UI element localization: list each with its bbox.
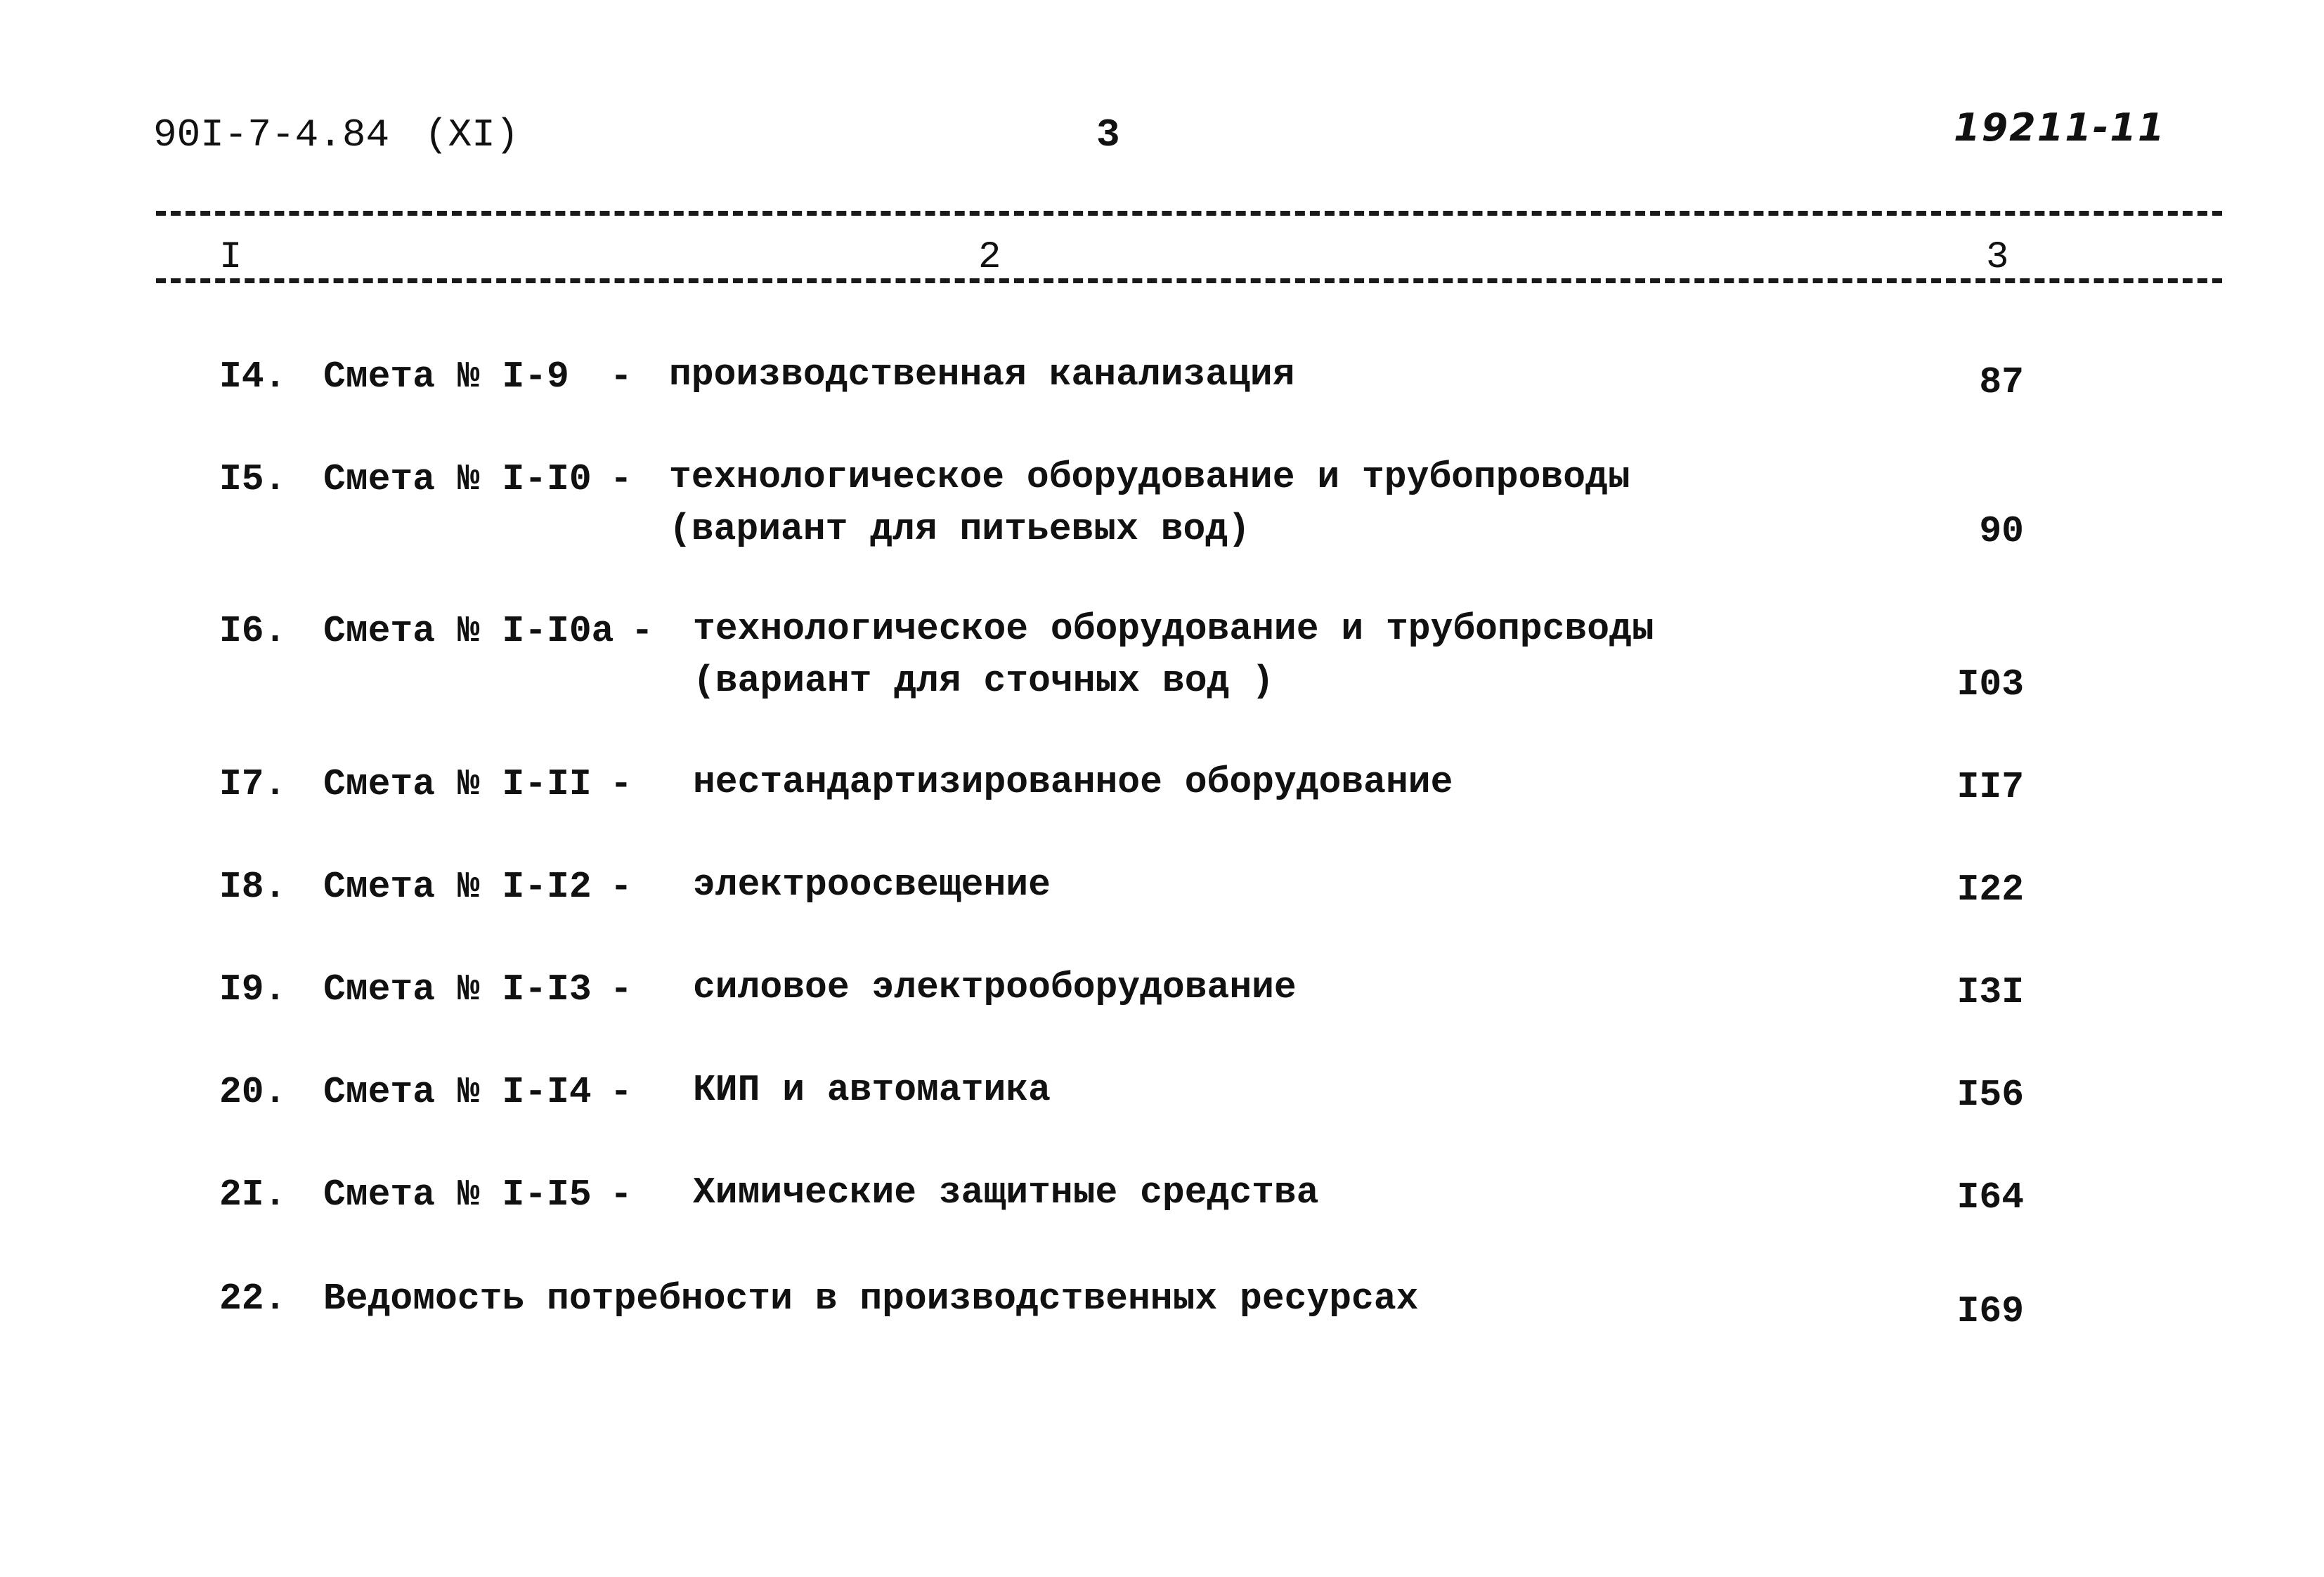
estimate-label: Смета № I-I2 [323, 866, 592, 908]
page-reference: 87 [1979, 361, 2024, 403]
estimate-label: Смета № I-I3 [323, 968, 592, 1011]
column-number-1: I [219, 236, 242, 279]
description-line: производственная канализация [669, 353, 1295, 396]
separator-dash: - [610, 356, 632, 398]
item-number: I6. [219, 610, 287, 652]
document-part: (XI) [424, 112, 519, 157]
item-description [693, 756, 1453, 808]
estimate-label: Смета № I-I0 [323, 458, 592, 500]
item-description [669, 451, 1630, 555]
page-reference: I69 [1956, 1290, 2024, 1332]
page-reference: I3I [1956, 971, 2024, 1013]
estimate-label: Смета № I-I5 [323, 1174, 592, 1216]
estimate-label: Смета № I-I0а [323, 610, 614, 652]
estimate-label: Смета № I-9 [323, 356, 569, 398]
column-number-3: 3 [1986, 236, 2009, 279]
separator-dash: - [610, 1174, 632, 1216]
estimate-label: Смета № I-II [323, 763, 592, 805]
column-number-2: 2 [978, 236, 1001, 279]
handwritten-number: 19211-11 [1954, 105, 2166, 150]
item-number: I5. [219, 458, 287, 500]
item-number: I9. [219, 968, 287, 1011]
description-line: Химические защитные средства [693, 1172, 1319, 1214]
item-description [669, 349, 1295, 401]
page-reference: I56 [1956, 1074, 2024, 1116]
item-number: I4. [219, 356, 287, 398]
item-number: 2I. [219, 1174, 287, 1216]
item-number: I7. [219, 763, 287, 805]
description-line: нестандартизированное оборудование [693, 761, 1453, 803]
description-line: (вариант для сточных вод ) [693, 660, 1274, 702]
separator-dash: - [610, 458, 632, 500]
page-reference: 90 [1979, 510, 2024, 552]
separator-dash: - [610, 866, 632, 908]
description-line: (вариант для питьевых вод) [669, 508, 1250, 550]
page-reference: I03 [1956, 663, 2024, 706]
description-line: КИП и автоматика [693, 1069, 1051, 1111]
separator-dash: - [631, 610, 654, 652]
description-line: силовое электрооборудование [693, 966, 1297, 1008]
item-description [693, 859, 1051, 911]
item-number: I8. [219, 866, 287, 908]
resource-statement-label: Ведомость потребности в производственных ресурсах [323, 1278, 1419, 1320]
item-description [693, 961, 1297, 1013]
page-reference: I22 [1956, 869, 2024, 911]
column-header-dashed-rule [156, 278, 2222, 283]
page-reference: I64 [1956, 1176, 2024, 1219]
item-description [693, 1064, 1051, 1116]
separator-dash: - [610, 1071, 632, 1113]
separator-dash: - [610, 763, 632, 805]
page-reference: II7 [1956, 766, 2024, 808]
item-description [693, 603, 1654, 707]
item-description [693, 1167, 1319, 1219]
item-number: 22. [219, 1278, 287, 1320]
item-number: 20. [219, 1071, 287, 1113]
estimate-label: Смета № I-I4 [323, 1071, 592, 1113]
page-number: 3 [1096, 112, 1120, 157]
description-line: технологическое оборудование и трубопрсводы [693, 608, 1654, 650]
description-line: электроосвещение [693, 864, 1051, 906]
top-dashed-rule [156, 211, 2222, 216]
description-line: технологическое оборудование и трубопроводы [669, 456, 1630, 498]
separator-dash: - [610, 968, 632, 1011]
document-code: 90I-7-4.84 [153, 112, 390, 157]
